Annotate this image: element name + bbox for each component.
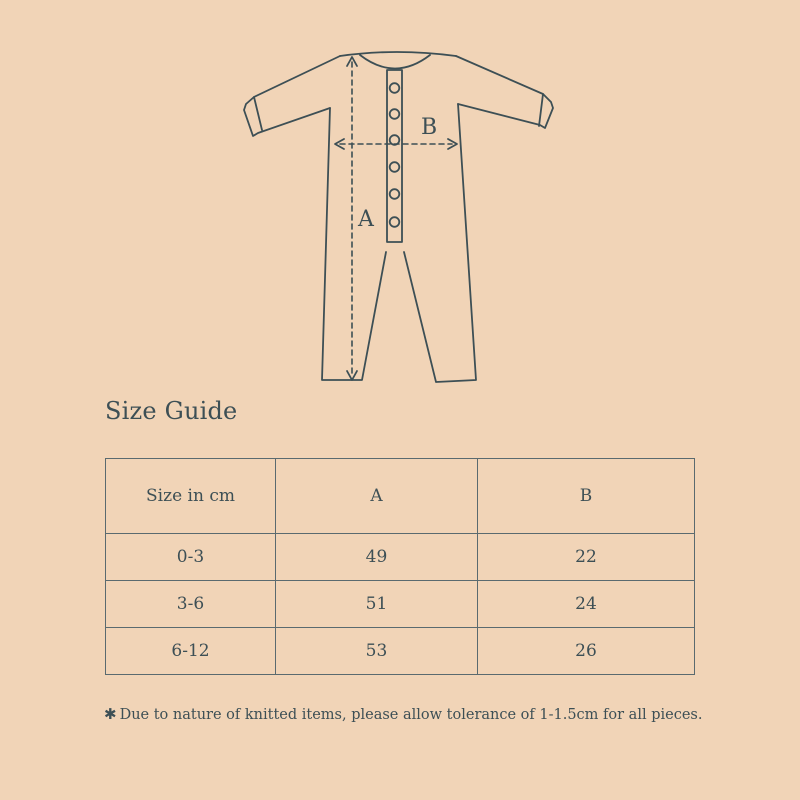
- size-table: [105, 458, 695, 675]
- measurement-b-label: B: [421, 115, 438, 140]
- button-icon: [390, 162, 400, 172]
- romper-outline: [244, 52, 553, 382]
- button-icon: [390, 189, 400, 199]
- measurement-b-arrow: [335, 139, 457, 149]
- button-icon: [390, 109, 400, 119]
- cell-size: 3-6: [106, 581, 276, 628]
- cell-size: 0-3: [106, 534, 276, 581]
- table-row: [106, 581, 695, 628]
- header-b: B: [478, 459, 695, 534]
- measurement-a-arrow: [347, 57, 357, 380]
- table-row: [106, 628, 695, 675]
- cell-a: 49: [276, 534, 478, 581]
- asterisk-icon: ✱: [104, 705, 117, 723]
- table-header-row: [106, 459, 695, 534]
- button-icon: [390, 83, 400, 93]
- tolerance-note: [104, 705, 702, 723]
- cell-a: 51: [276, 581, 478, 628]
- cell-b: 22: [478, 534, 695, 581]
- cell-b: 26: [478, 628, 695, 675]
- header-a: A: [276, 459, 478, 534]
- measurement-a-label: A: [358, 207, 374, 232]
- header-size: Size in cm: [106, 459, 276, 534]
- table-row: [106, 534, 695, 581]
- buttons: [390, 83, 400, 227]
- tolerance-note-text: Due to nature of knitted items, please allow tolerance of 1-1.5cm for all pieces.: [119, 707, 703, 723]
- cell-size: 6-12: [106, 628, 276, 675]
- size-guide-title: Size Guide: [105, 397, 238, 425]
- cell-a: 53: [276, 628, 478, 675]
- button-icon: [390, 217, 400, 227]
- cell-b: 24: [478, 581, 695, 628]
